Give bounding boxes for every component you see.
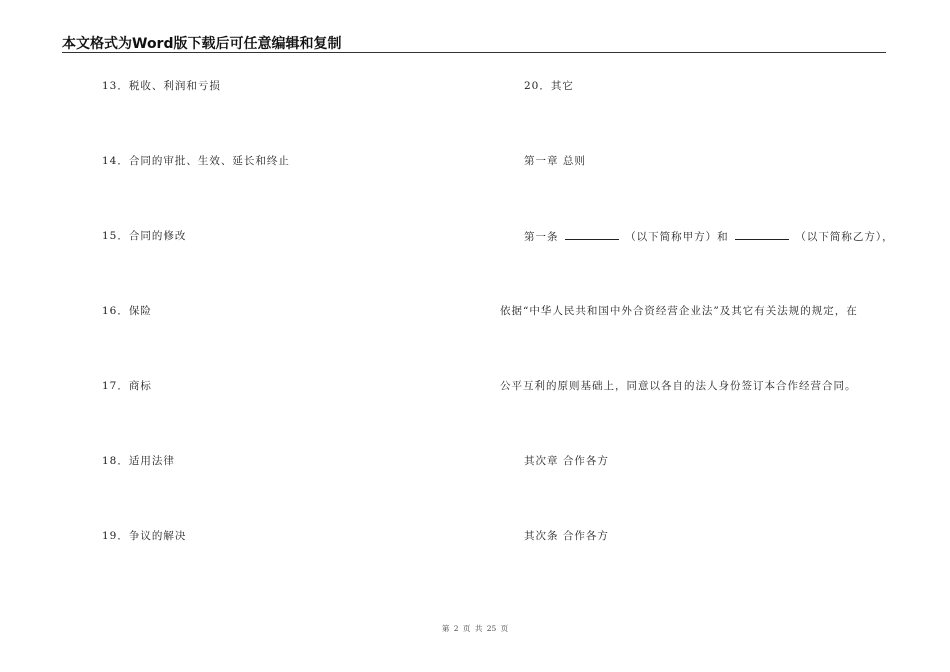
- list-item: 14．合同的审批、生效、延长和终止: [102, 155, 290, 167]
- header-title: 本文格式为Word版下载后可任意编辑和复制: [62, 36, 342, 52]
- party-b-blank: [735, 229, 789, 240]
- page-label-page: 页: [462, 624, 471, 633]
- paragraph-line-2: 公平互利的原则基础上，同意以各自的法人身份签订本合作经营合同。: [500, 380, 857, 392]
- header-divider: [62, 52, 886, 53]
- list-item: 15．合同的修改: [102, 230, 187, 242]
- party-a-blank: [565, 229, 619, 240]
- list-item: 17．商标: [102, 380, 152, 392]
- page-label-page-end: 页: [500, 624, 509, 633]
- page-label-first: 第: [441, 624, 450, 633]
- article-2-heading: 其次条 合作各方: [524, 530, 609, 542]
- page-label-total: 共: [474, 624, 483, 633]
- article-1-suffix: （以下简称乙方），: [795, 231, 894, 243]
- page-current: 2: [453, 624, 459, 633]
- paragraph-line-1: 依据“中华人民共和国中外合资经营企业法”及其它有关法规的规定，在: [500, 305, 858, 317]
- list-item: 13．税收、利润和亏损: [102, 80, 221, 92]
- list-item: 16．保险: [102, 305, 152, 317]
- chapter-2-heading: 其次章 合作各方: [524, 455, 609, 467]
- article-1-mid: （以下简称甲方）和: [625, 231, 729, 243]
- article-1-prefix: 第一条: [524, 231, 559, 243]
- page-total: 25: [486, 624, 497, 633]
- list-item: 19．争议的解决: [102, 530, 187, 542]
- chapter-1-heading: 第一章 总则: [524, 155, 586, 167]
- page-footer: [0, 623, 950, 634]
- article-1-line: [524, 229, 894, 244]
- list-item: 18．适用法律: [102, 455, 175, 467]
- list-item-20: 20．其它: [524, 80, 574, 92]
